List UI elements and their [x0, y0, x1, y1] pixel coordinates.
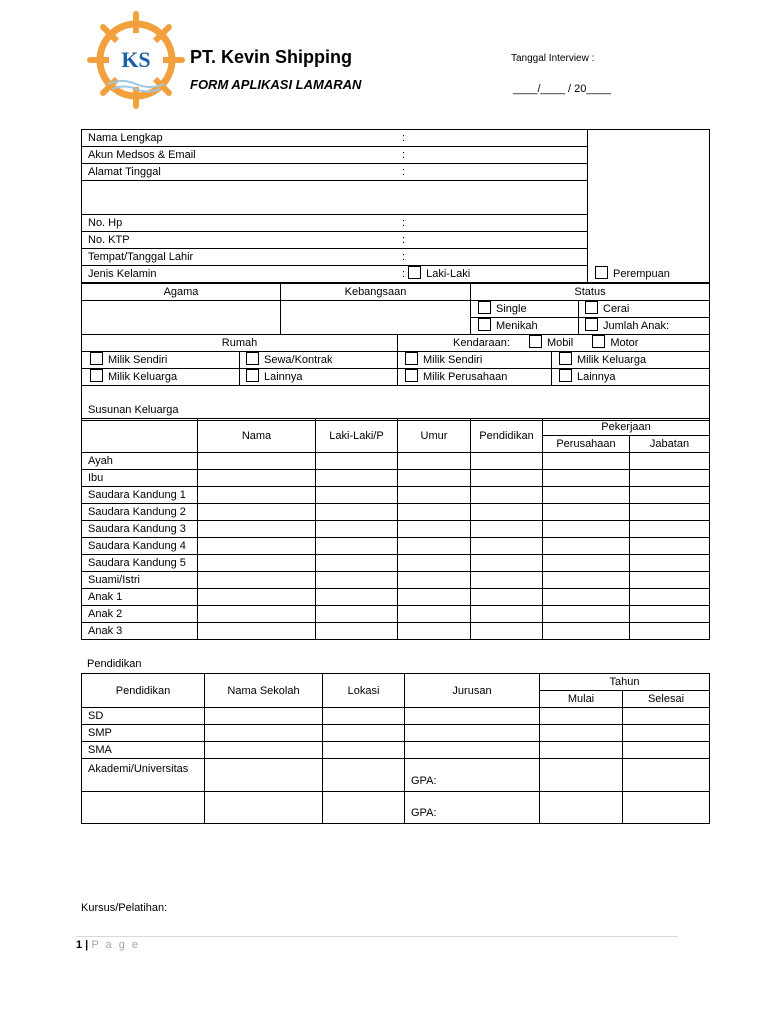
field-ktp[interactable]: No. KTP :: [82, 232, 588, 249]
table-row: [82, 487, 710, 504]
keluarga-cell[interactable]: [398, 572, 471, 589]
keluarga-cell[interactable]: [198, 555, 316, 572]
tanggal-interview-blank[interactable]: ____/____ / 20____: [513, 83, 611, 95]
keluarga-cell[interactable]: [471, 470, 543, 487]
keluarga-cell[interactable]: [471, 487, 543, 504]
pendidikan-header-selesai: Selesai: [623, 691, 710, 708]
kendaraan-milik-keluarga[interactable]: Milik Keluarga: [552, 352, 710, 369]
pendidikan-row-label: SMA: [82, 742, 205, 759]
company-logo: [86, 10, 186, 110]
keluarga-cell[interactable]: [630, 623, 710, 640]
keluarga-cell[interactable]: [543, 521, 630, 538]
jumlah-anak-checkbox[interactable]: [585, 318, 598, 331]
page-label: P a g e: [91, 939, 140, 951]
rumah-milik-sendiri[interactable]: Milik Sendiri: [82, 352, 240, 369]
keluarga-cell[interactable]: [630, 504, 710, 521]
keluarga-cell[interactable]: [630, 521, 710, 538]
keluarga-cell[interactable]: [543, 623, 630, 640]
keluarga-cell[interactable]: [543, 555, 630, 572]
table-row: [82, 792, 710, 824]
keluarga-row-label: Anak 2: [82, 606, 198, 623]
form-title: FORM APLIKASI LAMARAN: [190, 77, 362, 92]
keluarga-cell[interactable]: [471, 606, 543, 623]
table-row: [82, 708, 710, 725]
keluarga-cell[interactable]: [471, 504, 543, 521]
status-single[interactable]: Single: [471, 301, 579, 318]
keluarga-row-label: Saudara Kandung 2: [82, 504, 198, 521]
footer-divider: [76, 936, 678, 937]
page-number: 1 |: [76, 939, 89, 951]
perempuan-checkbox[interactable]: [595, 266, 608, 279]
laki-checkbox[interactable]: [408, 266, 421, 279]
keluarga-row-label: Anak 3: [82, 623, 198, 640]
keluarga-cell[interactable]: [543, 606, 630, 623]
keluarga-cell[interactable]: [630, 453, 710, 470]
keluarga-cell[interactable]: [471, 572, 543, 589]
keluarga-row-label: Ayah: [82, 453, 198, 470]
keluarga-cell[interactable]: [543, 487, 630, 504]
pendidikan-header-tahun: Tahun: [540, 674, 710, 691]
pendidikan-row-label: Akademi/Universitas: [82, 759, 205, 792]
table-row: [82, 759, 710, 792]
keluarga-header-nama: Nama: [198, 419, 316, 453]
pendidikan-header-mulai: Mulai: [540, 691, 623, 708]
keluarga-cell[interactable]: [543, 470, 630, 487]
keluarga-cell[interactable]: [543, 453, 630, 470]
keluarga-cell[interactable]: [316, 538, 398, 555]
keluarga-row-label: Anak 1: [82, 589, 198, 606]
kendaraan-lainnya[interactable]: Lainnya: [552, 369, 710, 386]
status-header: Status: [471, 284, 710, 301]
keluarga-cell[interactable]: [398, 521, 471, 538]
keluarga-cell[interactable]: [198, 521, 316, 538]
keluarga-cell[interactable]: [543, 589, 630, 606]
keluarga-row-label: Suami/Istri: [82, 572, 198, 589]
keluarga-cell[interactable]: [471, 538, 543, 555]
agama-header: Agama: [82, 284, 281, 301]
keluarga-cell[interactable]: [316, 589, 398, 606]
table-row: [82, 453, 710, 470]
keluarga-cell[interactable]: [198, 470, 316, 487]
keluarga-cell[interactable]: [316, 521, 398, 538]
gpa-label[interactable]: GPA:: [405, 759, 540, 792]
mobil-checkbox[interactable]: [529, 335, 542, 348]
pendidikan-title: Pendidikan: [87, 658, 142, 670]
keluarga-cell[interactable]: [543, 538, 630, 555]
status-menikah[interactable]: Menikah: [471, 318, 579, 335]
kebangsaan-value[interactable]: [281, 301, 471, 335]
keluarga-cell[interactable]: [398, 538, 471, 555]
table-row: [82, 470, 710, 487]
kebangsaan-header: Kebangsaan: [281, 284, 471, 301]
field-alamat-space[interactable]: [82, 181, 588, 215]
pendidikan-header-sekolah: Nama Sekolah: [205, 674, 323, 708]
table-row: [82, 504, 710, 521]
keluarga-cell[interactable]: [198, 572, 316, 589]
keluarga-cell[interactable]: [398, 453, 471, 470]
keluarga-header-umur: Umur: [398, 419, 471, 453]
keluarga-header-pekerjaan: Pekerjaan: [543, 419, 710, 436]
table-row: [82, 589, 710, 606]
keluarga-cell[interactable]: [630, 589, 710, 606]
keluarga-row-label: Saudara Kandung 4: [82, 538, 198, 555]
field-hp[interactable]: No. Hp :: [82, 215, 588, 232]
field-alamat[interactable]: Alamat Tinggal :: [82, 164, 588, 181]
cerai-checkbox[interactable]: [585, 301, 598, 314]
rumah-sewa[interactable]: Sewa/Kontrak: [240, 352, 398, 369]
agama-status-table: [81, 283, 710, 335]
keluarga-cell[interactable]: [316, 504, 398, 521]
keluarga-cell[interactable]: [316, 487, 398, 504]
keluarga-cell[interactable]: [316, 555, 398, 572]
pendidikan-table: [81, 673, 710, 824]
keluarga-row-label: Ibu: [82, 470, 198, 487]
menikah-checkbox[interactable]: [478, 318, 491, 331]
rumah-milik-keluarga[interactable]: Milik Keluarga: [82, 369, 240, 386]
table-row: [82, 555, 710, 572]
keluarga-cell[interactable]: [198, 504, 316, 521]
keluarga-cell[interactable]: [471, 623, 543, 640]
keluarga-table: [81, 418, 710, 640]
pendidikan-row-label: SD: [82, 708, 205, 725]
keluarga-cell[interactable]: [198, 538, 316, 555]
table-row: [82, 521, 710, 538]
kendaraan-milik-perusahaan[interactable]: Milik Perusahaan: [398, 369, 552, 386]
pendidikan-header-jurusan: Jurusan: [405, 674, 540, 708]
table-row: [82, 725, 710, 742]
field-ttl[interactable]: Tempat/Tanggal Lahir :: [82, 249, 588, 266]
pendidikan-row-label: SMP: [82, 725, 205, 742]
keluarga-cell[interactable]: [630, 538, 710, 555]
table-row: [82, 606, 710, 623]
keluarga-cell[interactable]: [316, 453, 398, 470]
pendidikan-header-pendidikan: Pendidikan: [82, 674, 205, 708]
table-row: [82, 538, 710, 555]
gpa-label[interactable]: GPA:: [405, 792, 540, 824]
field-jenis-kelamin: Jenis Kelamin : Laki-Laki Perempuan: [82, 266, 710, 283]
keluarga-cell[interactable]: [198, 623, 316, 640]
keluarga-cell[interactable]: [471, 555, 543, 572]
logo-text: KS: [121, 47, 151, 72]
keluarga-header-pendidikan: Pendidikan: [471, 419, 543, 453]
keluarga-cell[interactable]: [398, 504, 471, 521]
keluarga-cell[interactable]: [471, 453, 543, 470]
personal-data-table: [81, 129, 710, 283]
keluarga-cell[interactable]: [316, 470, 398, 487]
keluarga-cell[interactable]: [198, 453, 316, 470]
keluarga-rows: [82, 453, 710, 640]
keluarga-header-jabatan: Jabatan: [630, 436, 710, 453]
kendaraan-milik-sendiri[interactable]: Milik Sendiri: [398, 352, 552, 369]
company-name: PT. Kevin Shipping: [190, 47, 353, 67]
keluarga-cell[interactable]: [471, 589, 543, 606]
kendaraan-header: Kendaraan: Mobil Motor: [398, 335, 710, 352]
keluarga-cell[interactable]: [630, 606, 710, 623]
keluarga-cell[interactable]: [630, 470, 710, 487]
agama-value[interactable]: [82, 301, 281, 335]
keluarga-row-label: Saudara Kandung 3: [82, 521, 198, 538]
keluarga-cell[interactable]: [543, 504, 630, 521]
keluarga-cell[interactable]: [316, 606, 398, 623]
status-cerai[interactable]: Cerai: [579, 301, 710, 318]
keluarga-cell[interactable]: [398, 487, 471, 504]
single-checkbox[interactable]: [478, 301, 491, 314]
keluarga-header-perusahaan: Perusahaan: [543, 436, 630, 453]
keluarga-cell[interactable]: [630, 555, 710, 572]
keluarga-cell[interactable]: [398, 470, 471, 487]
tanggal-interview-label: Tanggal Interview :: [511, 53, 595, 64]
keluarga-row-label: Saudara Kandung 5: [82, 555, 198, 572]
rumah-lainnya[interactable]: Lainnya: [240, 369, 398, 386]
keluarga-cell[interactable]: [198, 606, 316, 623]
table-row: [82, 623, 710, 640]
field-akun[interactable]: Akun Medsos & Email :: [82, 147, 588, 164]
keluarga-cell[interactable]: [398, 623, 471, 640]
keluarga-header-lp: Laki-Laki/P: [316, 419, 398, 453]
rumah-kendaraan-table: [81, 334, 710, 421]
keluarga-cell[interactable]: [198, 589, 316, 606]
keluarga-row-label: Saudara Kandung 1: [82, 487, 198, 504]
keluarga-cell[interactable]: [316, 572, 398, 589]
susunan-keluarga-title: Susunan Keluarga: [82, 386, 710, 421]
table-row: [82, 742, 710, 759]
field-nama[interactable]: Nama Lengkap :: [82, 130, 588, 147]
keluarga-cell[interactable]: [398, 606, 471, 623]
keluarga-cell[interactable]: [316, 623, 398, 640]
page-footer: [76, 939, 140, 951]
kursus-label: Kursus/Pelatihan:: [81, 902, 168, 914]
rumah-header: Rumah: [82, 335, 398, 352]
motor-checkbox[interactable]: [592, 335, 605, 348]
keluarga-cell[interactable]: [630, 572, 710, 589]
keluarga-cell[interactable]: [543, 572, 630, 589]
pendidikan-header-lokasi: Lokasi: [323, 674, 405, 708]
status-jumlah-anak[interactable]: Jumlah Anak:: [579, 318, 710, 335]
keluarga-cell[interactable]: [198, 487, 316, 504]
keluarga-cell[interactable]: [398, 555, 471, 572]
keluarga-cell[interactable]: [398, 589, 471, 606]
photo-box: [588, 130, 710, 283]
keluarga-cell[interactable]: [630, 487, 710, 504]
keluarga-cell[interactable]: [471, 521, 543, 538]
table-row: [82, 572, 710, 589]
